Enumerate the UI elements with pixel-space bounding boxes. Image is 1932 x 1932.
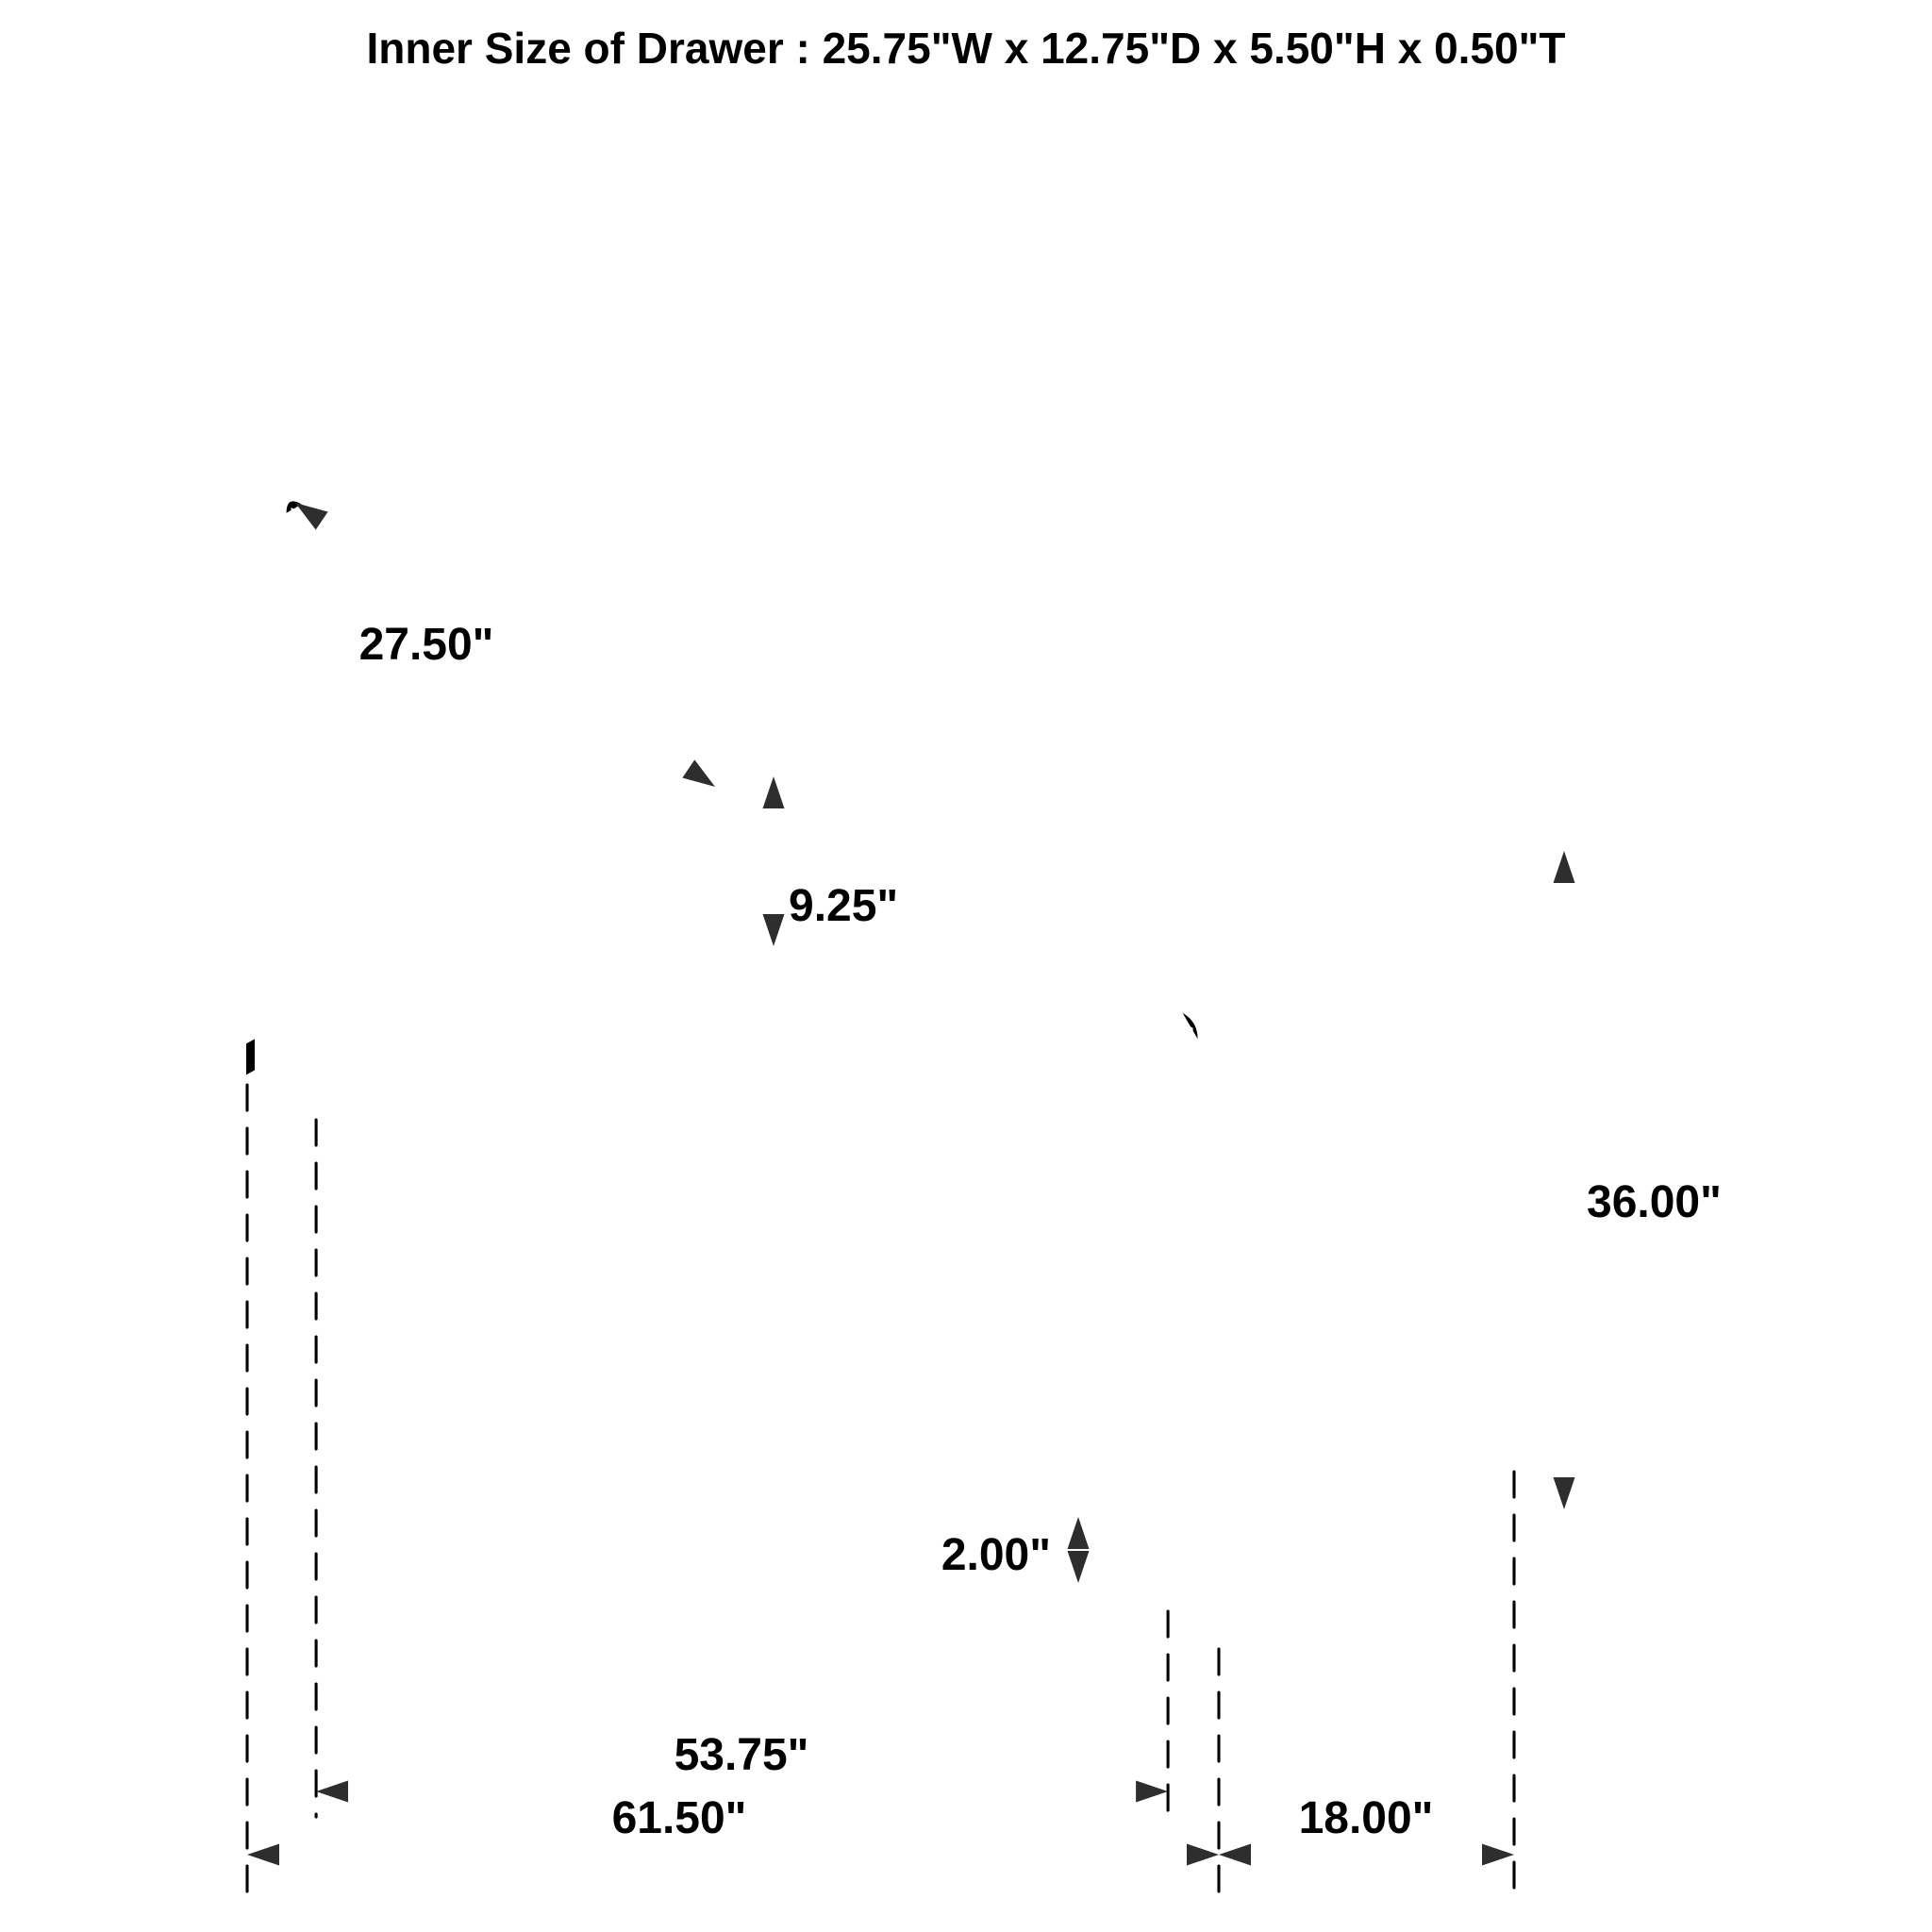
- dimension-overall-depth: [1219, 1793, 1514, 1866]
- dimension-label: 53.75": [674, 1730, 809, 1780]
- dimension-overall-width: [247, 1793, 1219, 1866]
- dimension-leg-span: [316, 1730, 1168, 1803]
- dimension-label: 18.00": [1298, 1793, 1434, 1843]
- dimension-label: 27.50": [358, 620, 494, 670]
- drawing-title: Inner Size of Drawer : 25.75"W x 12.75"D x 5.50"H x 0.50"T: [366, 24, 1566, 73]
- dimension-overall-height: [1554, 851, 1722, 1509]
- dimension-label: 2.00": [941, 1530, 1051, 1580]
- dimension-label: 61.50": [611, 1793, 747, 1843]
- dimension-label: 9.25": [789, 881, 899, 931]
- dimension-label: 36.00": [1587, 1177, 1722, 1227]
